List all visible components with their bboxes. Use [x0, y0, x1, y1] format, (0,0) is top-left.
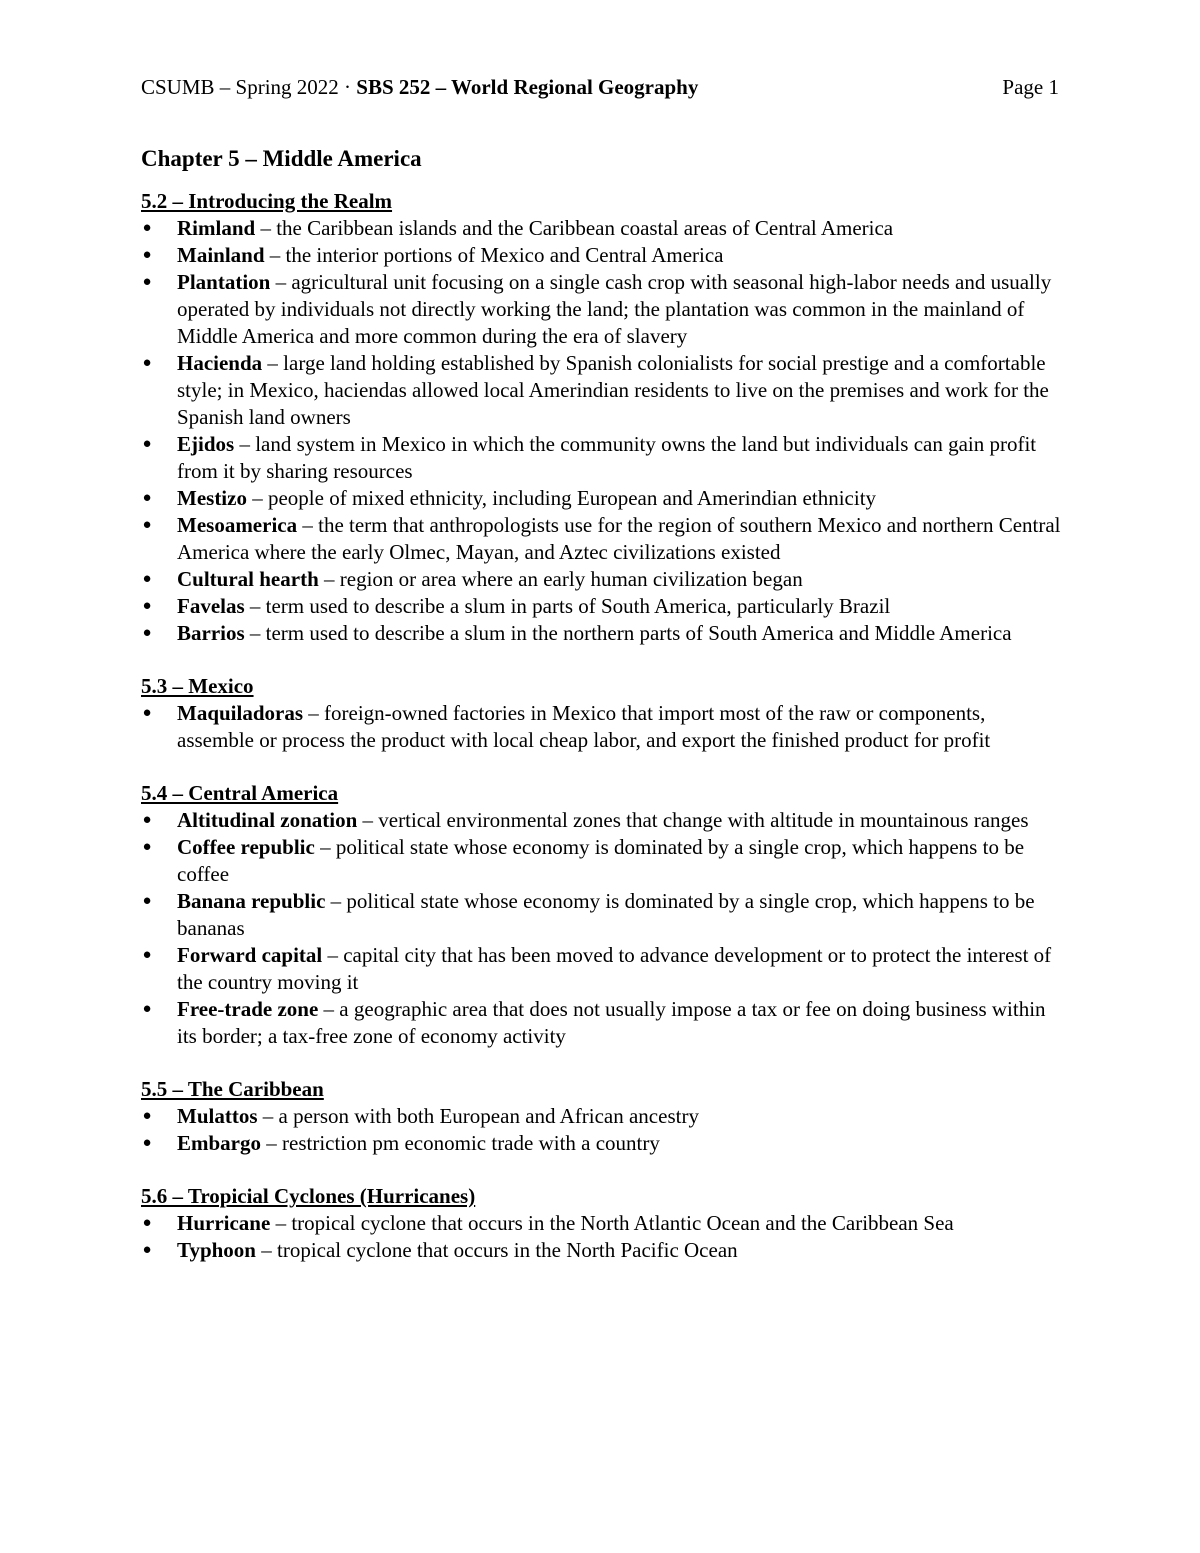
list-item — [141, 593, 1061, 620]
list-item — [141, 834, 1061, 888]
section — [141, 780, 1061, 1050]
header-course — [141, 70, 698, 104]
chapter-title: Chapter 5 – Middle America — [141, 146, 422, 171]
term-definition: – a geographic area that does not usually impose a tax or fee on doing business within its border; a tax-free zone of economy activity — [177, 997, 1046, 1048]
term-name: Ejidos — [177, 432, 235, 456]
term-definition: – term used to describe a slum in the northern parts of South America and Middle America — [244, 621, 1012, 645]
page-number: Page 1 — [1002, 75, 1059, 99]
document-page — [141, 70, 1061, 1264]
term-name: Maquiladoras — [177, 701, 304, 725]
section — [141, 673, 1061, 754]
term-name: Typhoon — [177, 1238, 256, 1262]
page-header — [141, 70, 1061, 106]
term-name: Rimland — [177, 216, 256, 240]
section-title: 5.6 – Tropicial Cyclones (Hurricanes) — [141, 1184, 476, 1208]
list-item — [141, 620, 1061, 647]
term-list — [141, 215, 1061, 647]
section — [141, 1183, 1061, 1264]
term-list — [141, 1210, 1061, 1264]
bullet-icon: ● — [142, 436, 152, 452]
bullet-icon: ● — [142, 490, 152, 506]
list-item — [141, 1210, 1061, 1237]
list-item — [141, 996, 1061, 1050]
bullet-icon: ● — [142, 893, 152, 909]
bullet-icon: ● — [142, 1215, 152, 1231]
list-item — [141, 566, 1061, 593]
term-definition: – agricultural unit focusing on a single cash crop with seasonal high-labor needs and usually operated by individuals not directly working the land; the plantation was common in the mainland of Middle America and more common during the era of slavery — [177, 270, 1052, 348]
term-name: Mulattos — [177, 1104, 258, 1128]
term-name: Mestizo — [177, 486, 247, 510]
term-definition: – a person with both European and African ancestry — [257, 1104, 699, 1128]
bullet-icon: ● — [142, 625, 152, 641]
term-name: Cultural hearth — [177, 567, 319, 591]
term-name: Altitudinal zonation — [177, 808, 358, 832]
term-definition: – the Caribbean islands and the Caribbean coastal areas of Central America — [255, 216, 894, 240]
term-definition: – vertical environmental zones that change with altitude in mountainous ranges — [357, 808, 1029, 832]
section-title: 5.3 – Mexico — [141, 674, 254, 698]
term-name: Embargo — [177, 1131, 261, 1155]
bullet-icon: ● — [142, 220, 152, 236]
list-item — [141, 215, 1061, 242]
list-item — [141, 1103, 1061, 1130]
term-name: Favelas — [177, 594, 245, 618]
bullet-icon: ● — [142, 355, 152, 371]
bullet-icon: ● — [142, 839, 152, 855]
section-title: 5.5 – The Caribbean — [141, 1077, 324, 1101]
list-item — [141, 1130, 1061, 1157]
section-title: 5.4 – Central America — [141, 781, 339, 805]
section — [141, 188, 1061, 647]
sections-container — [141, 188, 1061, 1264]
bullet-icon: ● — [142, 517, 152, 533]
term-list — [141, 700, 1061, 754]
header-term: CSUMB – Spring 2022 · — [141, 75, 357, 99]
term-definition: – region or area where an early human civilization began — [318, 567, 803, 591]
term-definition: – capital city that has been moved to advance development or to protect the interest of the country moving it — [177, 943, 1052, 994]
bullet-icon: ● — [142, 274, 152, 290]
list-item — [141, 888, 1061, 942]
bullet-icon: ● — [142, 1108, 152, 1124]
bullet-icon: ● — [142, 1135, 152, 1151]
list-item — [141, 431, 1061, 485]
term-definition: – the interior portions of Mexico and Central America — [264, 243, 724, 267]
bullet-icon: ● — [142, 947, 152, 963]
list-item — [141, 485, 1061, 512]
term-name: Banana republic — [177, 889, 326, 913]
term-definition: – people of mixed ethnicity, including European and Amerindian ethnicity — [246, 486, 877, 510]
term-definition: – foreign-owned factories in Mexico that import most of the raw or components, assemble or process the product with local cheap labor, and export the finished product for profit — [177, 701, 991, 752]
list-item — [141, 1237, 1061, 1264]
term-definition: – tropical cyclone that occurs in the North Atlantic Ocean and the Caribbean Sea — [270, 1211, 954, 1235]
term-definition: – tropical cyclone that occurs in the North Pacific Ocean — [256, 1238, 738, 1262]
bullet-icon: ● — [142, 1242, 152, 1258]
term-name: Plantation — [177, 270, 271, 294]
bullet-icon: ● — [142, 598, 152, 614]
list-item — [141, 512, 1061, 566]
header-course-title: SBS 252 – World Regional Geography — [356, 75, 699, 99]
term-definition: – political state whose economy is dominated by a single crop, which happens to be coffee — [177, 835, 1025, 886]
list-item — [141, 700, 1061, 754]
bullet-icon: ● — [142, 705, 152, 721]
term-name: Hurricane — [177, 1211, 271, 1235]
term-name: Free-trade zone — [177, 997, 319, 1021]
term-name: Forward capital — [177, 943, 323, 967]
section — [141, 1076, 1061, 1157]
term-name: Hacienda — [177, 351, 263, 375]
section-title: 5.2 – Introducing the Realm — [141, 189, 393, 213]
term-name: Mainland — [177, 243, 265, 267]
list-item — [141, 350, 1061, 431]
term-name: Coffee republic — [177, 835, 315, 859]
term-name: Mesoamerica — [177, 513, 298, 537]
term-definition: – large land holding established by Spanish colonialists for social prestige and a comfortable style; in Mexico, haciendas allowed local Amerindian residents to live on the premises and work for the Spanish land owners — [177, 351, 1049, 429]
bullet-icon: ● — [142, 247, 152, 263]
bullet-icon: ● — [142, 1001, 152, 1017]
term-definition: – political state whose economy is dominated by a single crop, which happens to be bananas — [177, 889, 1035, 940]
list-item — [141, 269, 1061, 350]
list-item — [141, 807, 1061, 834]
list-item — [141, 242, 1061, 269]
bullet-icon: ● — [142, 571, 152, 587]
term-definition: – term used to describe a slum in parts of South America, particularly Brazil — [244, 594, 891, 618]
term-list — [141, 807, 1061, 1050]
list-item — [141, 942, 1061, 996]
term-name: Barrios — [177, 621, 245, 645]
term-list — [141, 1103, 1061, 1157]
bullet-icon: ● — [142, 812, 152, 828]
term-definition: – restriction pm economic trade with a country — [261, 1131, 660, 1155]
term-definition: – the term that anthropologists use for the region of southern Mexico and northern Central America where the early Olmec, Mayan, and Aztec civilizations existed — [177, 513, 1061, 564]
term-definition: – land system in Mexico in which the community owns the land but individuals can gain profit from it by sharing resources — [177, 432, 1037, 483]
